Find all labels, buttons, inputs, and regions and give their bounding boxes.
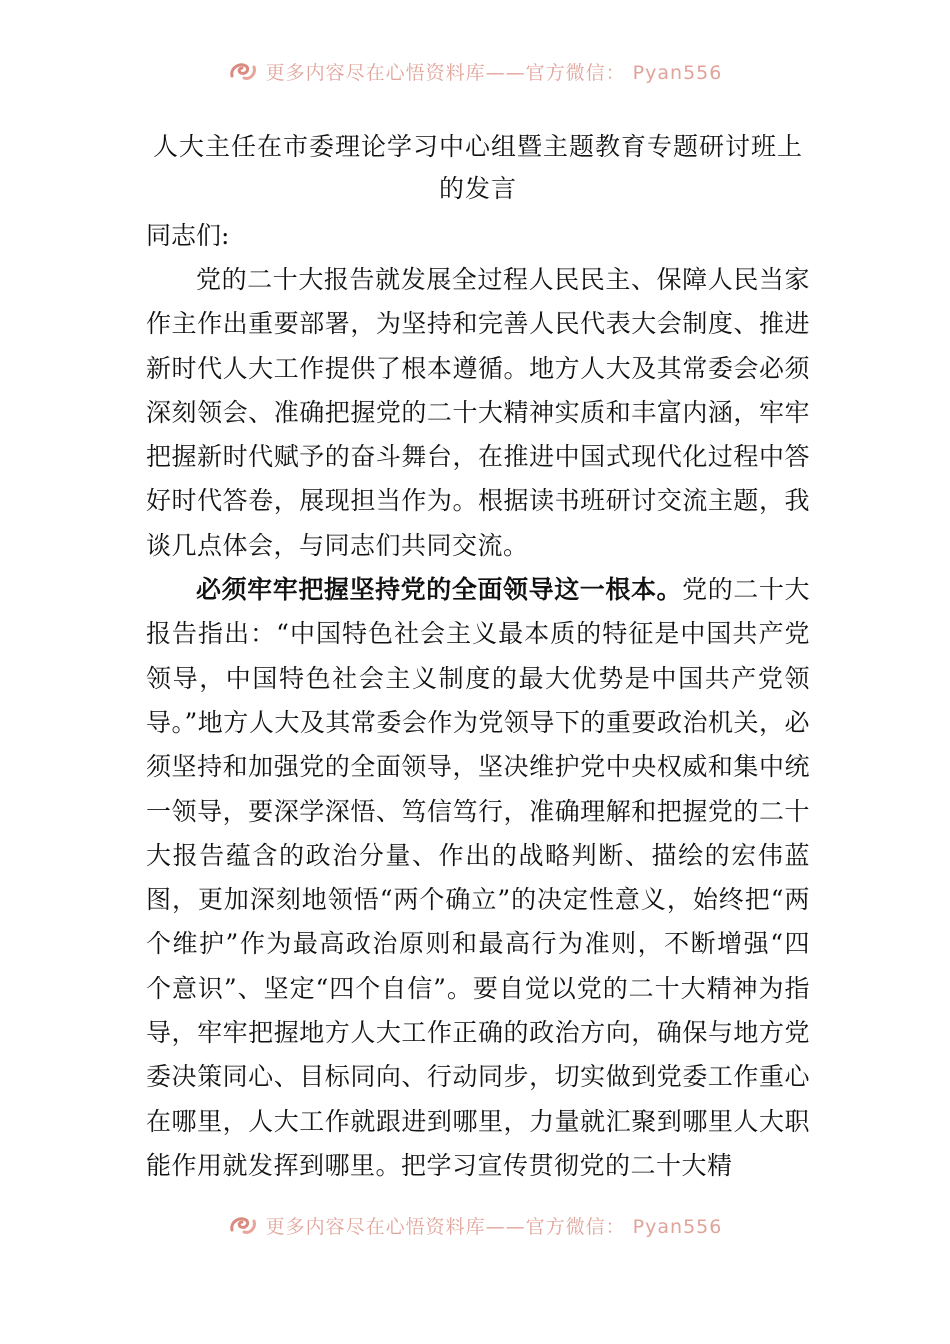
paragraph-heading: 必须牢牢把握坚持党的全面领导这一根本。 (196, 575, 683, 605)
paragraph-leadership (146, 568, 810, 1188)
watermark-text: 更多内容尽在心悟资料库——官方微信： Pyan556 (265, 1215, 723, 1238)
document-title (146, 126, 810, 210)
title-line-1: 人大主任在市委理论学习中心组暨主题教育专题研讨班上 (152, 132, 803, 161)
salutation: 同志们: (146, 221, 230, 250)
watermark-text: 更多内容尽在心悟资料库——官方微信： Pyan556 (265, 61, 723, 84)
paragraph-body: 党的二十大报告指出：“中国特色社会主义最本质的特征是中国共产党领导，中国特色社会主义制度的最大优势是中国共产党领导。”地方人大及其常委会作为党领导下的重要政治机关，必须坚持和加强党的全面领导，坚决维护党中央权威和集中统一领导，要深学深悟、笃信笃行，准确理解和把握党的二十大报告蕴含的政治分量、作出的战略判断、描绘的宏伟蓝图，更加深刻地领悟“两个确立”的决定性意义，始终把“两个维护”作为最高政治原则和最高行为准则，不断增强“四个意识”、坚定“四个自信”。要自觉以党的二十大精神为指导，牢牢把握地方人大工作正确的政治方向，确保与地方党委决策同心、目标同向、行动同步，切实做到党委工作重心在哪里，人大工作就跟进到哪里，力量就汇聚到哪里人大职能作用就发挥到哪里。把学习宣传贯彻党的二十大精 (146, 575, 810, 1180)
paragraph-intro: 党的二十大报告就发展全过程人民民主、保障人民当家作主作出重要部署，为坚持和完善人民代表大会制度、推进新时代人大工作提供了根本遵循。地方人大及其常委会必须深刻领会、准确把握党的二十大精神实质和丰富内涵，牢牢把握新时代赋予的奋斗舞台，在推进中国式现代化过程中答好时代答卷，展现担当作为。根据读书班研讨交流主题，我谈几点体会，与同志们共同交流。 (146, 265, 810, 560)
header-watermark (0, 56, 950, 86)
brand-swirl-icon (228, 1212, 258, 1238)
brand-swirl-icon (228, 58, 258, 84)
footer-watermark (0, 1210, 950, 1240)
document-body (146, 126, 810, 1188)
title-line-2: 的发言 (438, 174, 517, 203)
